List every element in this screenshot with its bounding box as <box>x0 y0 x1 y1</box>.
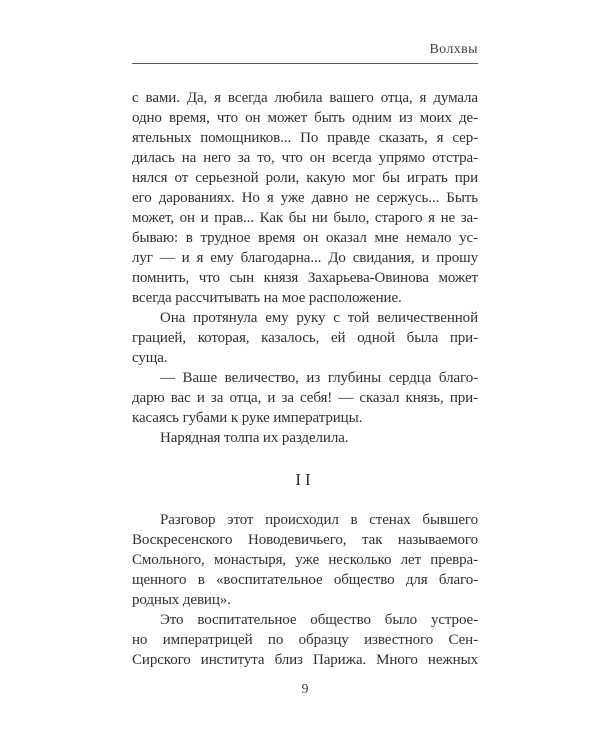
text-line: Воскресенского Новодевичьего, так называемого <box>132 532 478 548</box>
text-line: дарю вас и за отца, и за себя! — сказал князь, при- <box>132 390 478 406</box>
text-line: с вами. Да, я всегда любила вашего отца, я думала <box>132 90 478 106</box>
text-line: Разговор этот происходил в стенах бывшего <box>160 512 478 528</box>
running-header <box>132 42 478 64</box>
page-number: 9 <box>301 682 309 697</box>
text-line: Она протянула ему руку с той величественной <box>160 310 478 326</box>
text-line: щенного в «воспитательное общество для благо- <box>132 572 478 588</box>
text-line: Смольного, монастыря, уже несколько лет превра- <box>132 552 478 568</box>
text-line: нялся от серьезной роли, какую мог бы играть при <box>132 170 478 186</box>
text-block-before-heading <box>132 88 478 448</box>
page-body <box>132 88 478 700</box>
text-line: дилась на него за то, что он всегда упрямо отстра- <box>132 150 478 166</box>
text-column <box>132 0 478 700</box>
text-line: всегда рассчитывать на мое расположение. <box>132 290 402 306</box>
text-block-after-heading <box>132 510 478 670</box>
text-line: но императрицей по образцу известного Сен- <box>132 632 478 648</box>
text-line: может, он и прав... Как бы ни было, старого я не за- <box>132 210 478 226</box>
text-line: касаясь губами к руке императрицы. <box>132 410 363 426</box>
text-line: грацией, которая, казалось, ей одной была при- <box>132 330 478 346</box>
text-line: его дарованиях. Но я уже давно не сержусь... Быть <box>132 190 478 206</box>
chapter-heading: II <box>295 470 315 489</box>
text-line: Это воспитательное общество было устрое- <box>160 612 478 628</box>
text-line: бываю: в трудное время он оказал мне немало ус- <box>132 230 478 246</box>
text-line: Сирского института близ Парижа. Много нежных <box>132 652 478 668</box>
text-line: родных девиц». <box>132 592 231 608</box>
text-line: — Ваше величество, из глубины сердца благо- <box>160 370 478 386</box>
text-line: помнить, что сын князя Захарьева-Овинова может <box>132 270 478 286</box>
text-line: Нарядная толпа их разделила. <box>160 430 349 446</box>
text-line: ятельных помощников... По правде сказать, я сер- <box>132 130 478 146</box>
text-line: суща. <box>132 350 168 366</box>
running-header-title: Волхвы <box>429 42 478 57</box>
text-line: одно время, что он может быть одним из моих де- <box>132 110 478 126</box>
text-line: луг — и я ему благодарна... До свидания, и прошу <box>132 250 478 266</box>
